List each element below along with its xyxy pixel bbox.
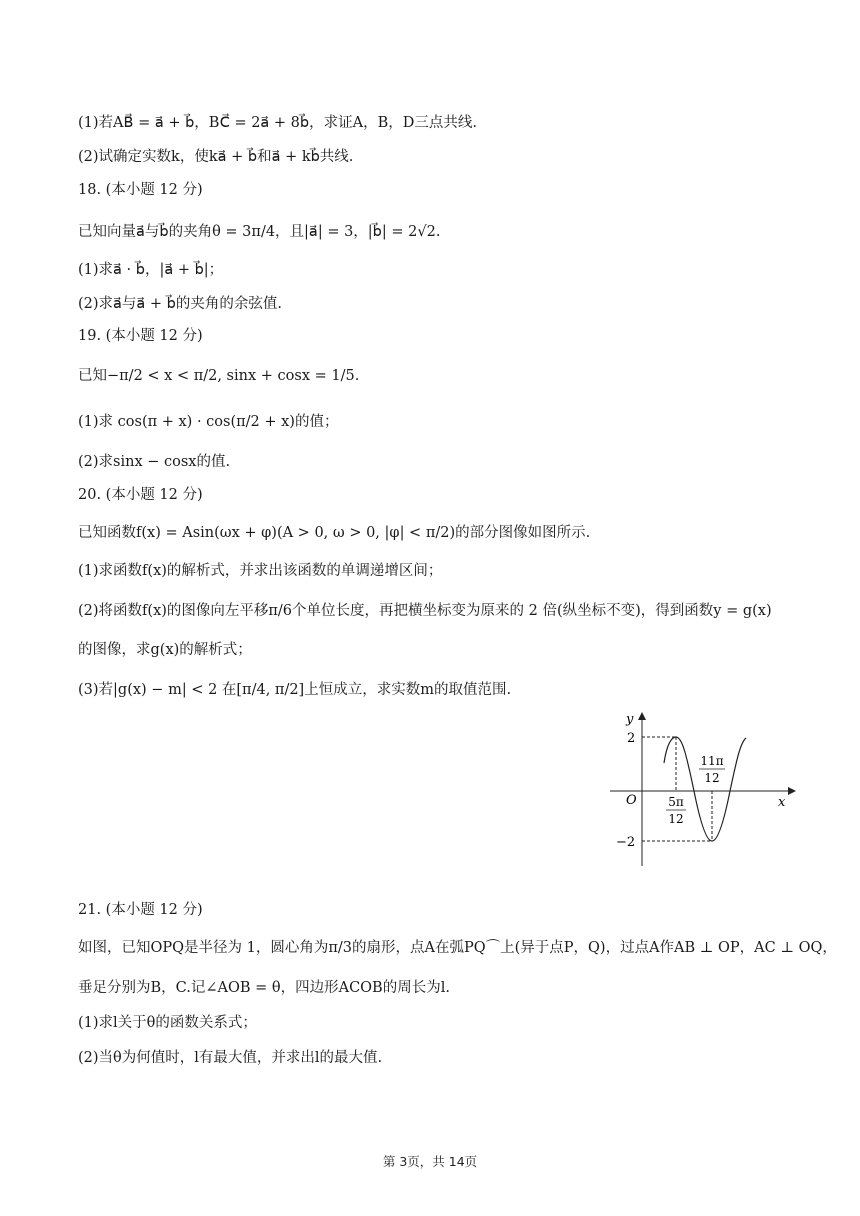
q19-part1: (1)求 cos(π + x) · cos(π/2 + x)的值； xyxy=(78,414,339,430)
q20-stem: 已知函数f(x) = Asin(ωx + φ)(A > 0, ω > 0, |φ| < π/2)的部分图像如图所示. xyxy=(78,525,591,541)
sine-graph-figure xyxy=(600,708,800,868)
x-label-5pi-12-den: 12 xyxy=(668,812,684,826)
y-axis-label: y xyxy=(626,712,634,727)
q20-heading: 20. (本小题 12 分) xyxy=(78,487,203,503)
q20-part2-line1: (2)将函数f(x)的图像向左平移π/6个单位长度，再把横坐标变为原来的 2 倍(纵坐标不变)，得到函数y = g(x) xyxy=(78,603,772,619)
q20-part1: (1)求函数f(x)的解析式，并求出该函数的单调递增区间； xyxy=(78,563,443,579)
y-max-label: 2 xyxy=(627,731,636,746)
q21-part1: (1)求l关于θ的函数关系式； xyxy=(78,1015,257,1031)
q19-stem: 已知−π/2 < x < π/2, sinx + cosx = 1/5. xyxy=(78,368,360,384)
q17-part2: (2)试确定实数k，使ka⃗ + b⃗和a⃗ + kb⃗共线. xyxy=(78,149,354,165)
q17-part1: (1)若AB⃗ = a⃗ + b⃗，BC⃗ = 2a⃗ + 8b⃗，求证A，B，D三点共线. xyxy=(78,115,477,131)
q21-stem-line2: 垂足分别为B，C.记∠AOB = θ，四边形ACOB的周长为l. xyxy=(78,980,450,996)
page-footer: 第 3页，共 14页 xyxy=(382,1154,478,1169)
q20-part2-line2: 的图像，求g(x)的解析式； xyxy=(78,642,252,658)
x-axis-label: x xyxy=(778,795,786,810)
x-axis-arrow-icon xyxy=(788,787,796,795)
y-min-label: −2 xyxy=(616,835,636,850)
q19-part2: (2)求sinx − cosx的值. xyxy=(78,454,231,470)
q21-heading: 21. (本小题 12 分) xyxy=(78,902,203,918)
q21-part2: (2)当θ为何值时，l有最大值，并求出l的最大值. xyxy=(78,1050,383,1066)
q21-stem-line1: 如图，已知OPQ是半径为 1，圆心角为π/3的扇形，点A在弧PQ⌒上(异于点P，Q)，过点A作AB ⊥ OP，AC ⊥ OQ， xyxy=(78,940,837,956)
q18-part1: (1)求a⃗ · b⃗，|a⃗ + b⃗|； xyxy=(78,262,224,278)
x-label-11pi-12: 11π xyxy=(700,754,724,768)
x-label-5pi-12: 5π xyxy=(668,795,684,809)
q18-heading: 18. (本小题 12 分) xyxy=(78,182,203,198)
origin-label: O xyxy=(626,793,637,808)
x-label-11pi-12-den: 12 xyxy=(704,771,720,785)
q19-heading: 19. (本小题 12 分) xyxy=(78,328,203,344)
q18-part2: (2)求a⃗与a⃗ + b⃗的夹角的余弦值. xyxy=(78,296,282,312)
y-axis-arrow-icon xyxy=(638,712,646,720)
q18-stem: 已知向量a⃗与b⃗的夹角θ = 3π/4，且|a⃗| = 3，|b⃗| = 2√2. xyxy=(78,224,441,240)
q20-part3: (3)若|g(x) − m| < 2 在[π/4, π/2]上恒成立，求实数m的取值范围. xyxy=(78,682,512,698)
